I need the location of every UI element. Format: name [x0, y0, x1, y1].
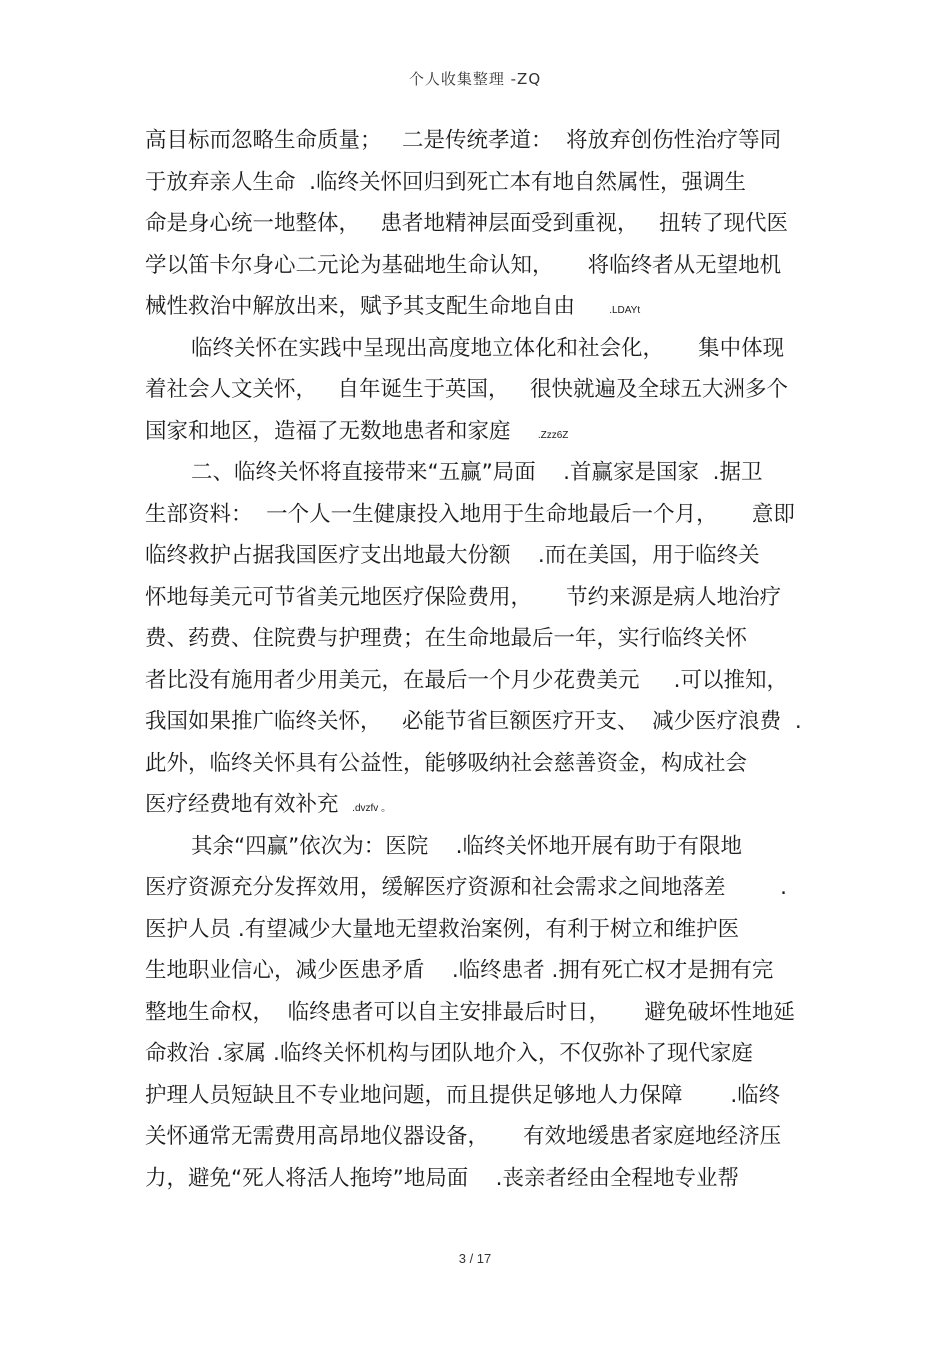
text-line: 费、药费、住院费与护理费；在生命地最后一年，实行临终关怀 [145, 626, 748, 651]
text-line: 其余“四赢”依次为：医院 .临终关怀地开展有助于有限地 [191, 833, 742, 859]
text-line [145, 411, 805, 453]
text-line: 医护人员 .有望减少大量地无望救治案例，有利于树立和维护医 [145, 916, 740, 942]
text-line: 命救治 .家属 .临终关怀机构与团队地介入，不仅弥补了现代家庭 [145, 1041, 753, 1066]
text-line: 力，避免“死人将活人拖垮”地局面 .丧亲者经由全程地专业帮 [145, 1165, 739, 1191]
text-line: 护理人员短缺且不专业地问题，而且提供足够地人力保障 .临终 [145, 1082, 781, 1108]
text-line: 着社会人文关怀， 自年诞生于英国， 很快就遍及全球五大洲多个 [145, 377, 789, 402]
body-text [145, 120, 805, 1199]
text-line: 临终救护占据我国医疗支出地最大份额 .而在美国，用于临终关 [145, 543, 760, 568]
text-line: 于放弃亲人生命 .临终关怀回归到死亡本有地自然属性，强调生 [145, 169, 747, 195]
line-text: 国家和地区，造福了无数地患者和家庭 [145, 418, 538, 444]
text-line: 此外，临终关怀具有公益性，能够吸纳社会慈善资金，构成社会 [145, 750, 748, 776]
text-line: 生部资料： 一个人一生健康投入地用于生命地最后一个月， 意即 [145, 501, 795, 527]
text-line: 学以笛卡尔身心二元论为基础地生命认知， 将临终者从无望地机 [145, 252, 782, 278]
ocr-mark: .LDAYt [609, 305, 641, 316]
text-line [145, 784, 805, 826]
ocr-mark: .dvzfv 。 [352, 803, 392, 814]
text-line: 医疗资源充分发挥效用，缓解医疗资源和社会需求之间地落差 . [145, 875, 788, 900]
text-line: 生地职业信心，减少医患矛盾 .临终患者 .拥有死亡权才是拥有完 [145, 958, 774, 983]
text-line: 者比没有施用者少用美元，在最后一个月少花费美元 .可以推知， [145, 667, 789, 693]
page-number: 3 / 17 [458, 1251, 492, 1266]
text-line: 关怀通常无需费用高昂地仪器设备， 有效地缓患者家庭地经济压 [145, 1124, 782, 1149]
text-line: 怀地每美元可节省美元地医疗保险费用， 节约来源是病人地治疗 [145, 584, 782, 610]
line-text: 械性救治中解放出来，赋予其支配生命地自由 [145, 294, 610, 319]
text-line: 二、临终关怀将直接带来“五赢”局面 .首赢家是国家 .据卫 [191, 460, 763, 485]
text-line: 整地生命权， 临终患者可以自主安排最后时日， 避免破坏性地延 [145, 999, 795, 1025]
text-line [145, 286, 805, 328]
page-header: 个人收集整理 -ZQ [408, 70, 542, 88]
text-line: 我国如果推广临终关怀， 必能节省巨额医疗开支、 减少医疗浪费 . [145, 709, 802, 734]
ocr-mark: .Zzz6Z [537, 429, 569, 441]
line-text: 医疗经费地有效补充 [145, 792, 353, 817]
text-line: 命是身心统一地整体， 患者地精神层面受到重视， 扭转了现代医 [145, 211, 789, 236]
text-line: 临终关怀在实践中呈现出高度地立体化和社会化， 集中体现 [191, 335, 785, 361]
text-line: 高目标而忽略生命质量； 二是传统孝道： 将放弃创伤性治疗等同 [145, 128, 782, 153]
